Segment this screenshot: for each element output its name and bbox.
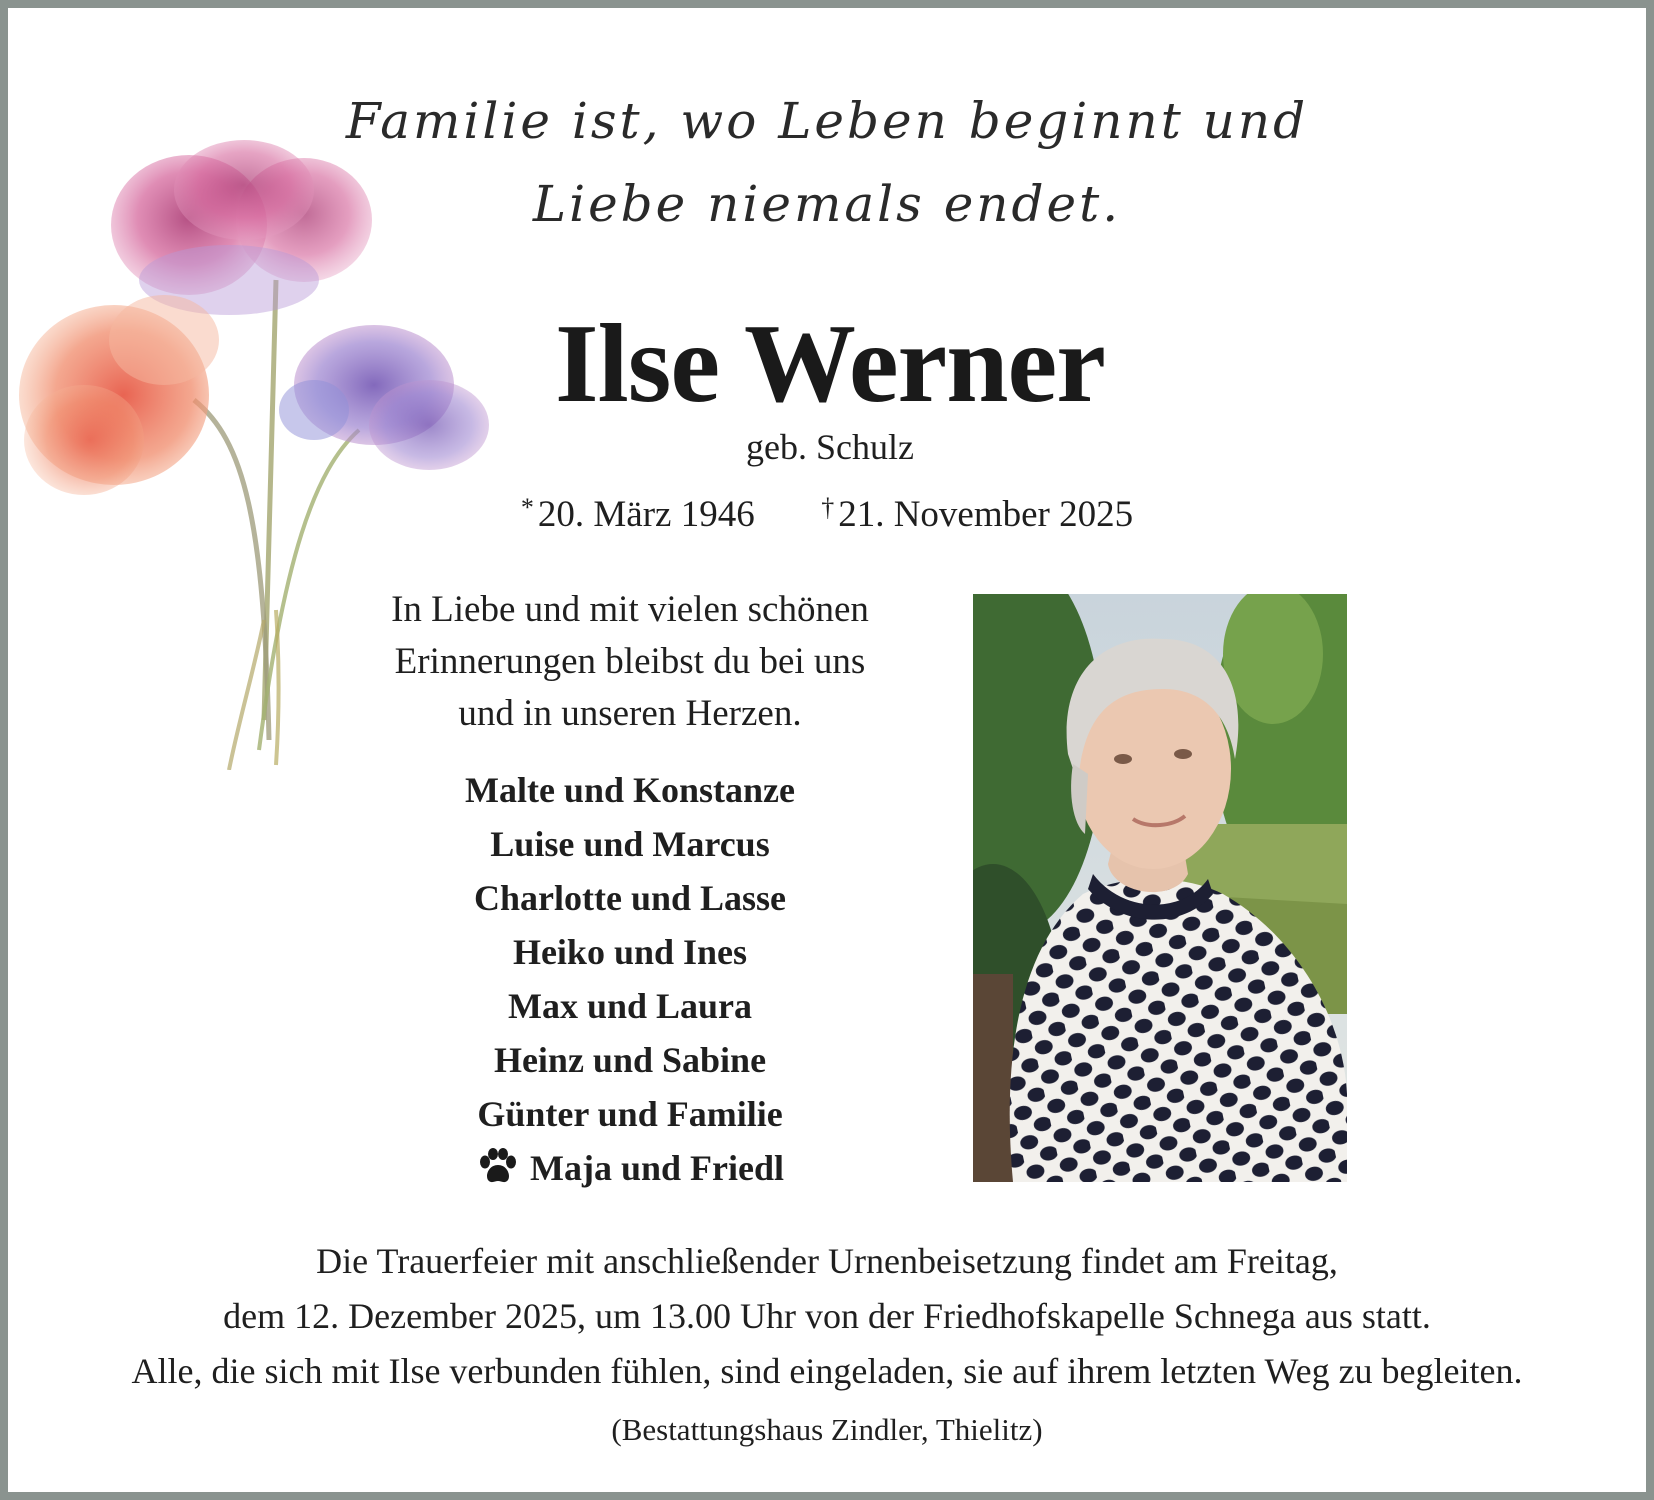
mourner-entry: Günter und Familie: [477, 1094, 783, 1134]
memorial-verse: [300, 584, 960, 740]
notice-line: dem 12. Dezember 2025, um 13.00 Uhr von der Friedhofskapelle Schnega aus statt.: [223, 1296, 1431, 1336]
verse-line: Erinnerungen bleibst du bei uns: [394, 641, 866, 682]
life-dates: [0, 493, 1654, 536]
deceased-name: Ilse Werner: [555, 302, 1105, 426]
mourner-entry: Luise und Marcus: [490, 824, 770, 864]
quote-line-2: Liebe niemals endet.: [532, 175, 1122, 233]
death-symbol: †: [821, 493, 835, 522]
mourner-entry: Heinz und Sabine: [493, 1040, 767, 1080]
undertaker-credit: (Bestattungshaus Zindler, Thielitz): [611, 1412, 1043, 1447]
birth-date: 20. März 1946: [537, 494, 755, 535]
paw-icon: [476, 1148, 520, 1186]
death-date: 21. November 2025: [838, 494, 1134, 535]
funeral-notice: [0, 1234, 1654, 1399]
quote-line-1: Familie ist, wo Leben beginnt und: [345, 92, 1309, 150]
pets-entry: [300, 1141, 960, 1195]
notice-line: Alle, die sich mit Ilse verbunden fühlen, sind eingeladen, sie auf ihrem letzten Weg zu begleiten.: [131, 1351, 1523, 1391]
birth-symbol: *: [520, 493, 534, 522]
mourner-entry: Malte und Konstanze: [464, 770, 795, 810]
mourner-entry: Max und Laura: [507, 986, 753, 1026]
portrait-photo: [973, 594, 1347, 1182]
verse-line: In Liebe und mit vielen schönen: [391, 589, 869, 630]
mourner-entry: Charlotte und Lasse: [473, 878, 787, 918]
notice-line: Die Trauerfeier mit anschließender Urnenbeisetzung findet am Freitag,: [316, 1241, 1338, 1281]
mourners-list: [300, 763, 960, 1195]
birth-name: geb. Schulz: [746, 427, 914, 467]
mourner-entry: Heiko und Ines: [512, 932, 748, 972]
verse-line: und in unseren Herzen.: [458, 693, 802, 734]
pets-label: Maja und Friedl: [529, 1148, 784, 1188]
